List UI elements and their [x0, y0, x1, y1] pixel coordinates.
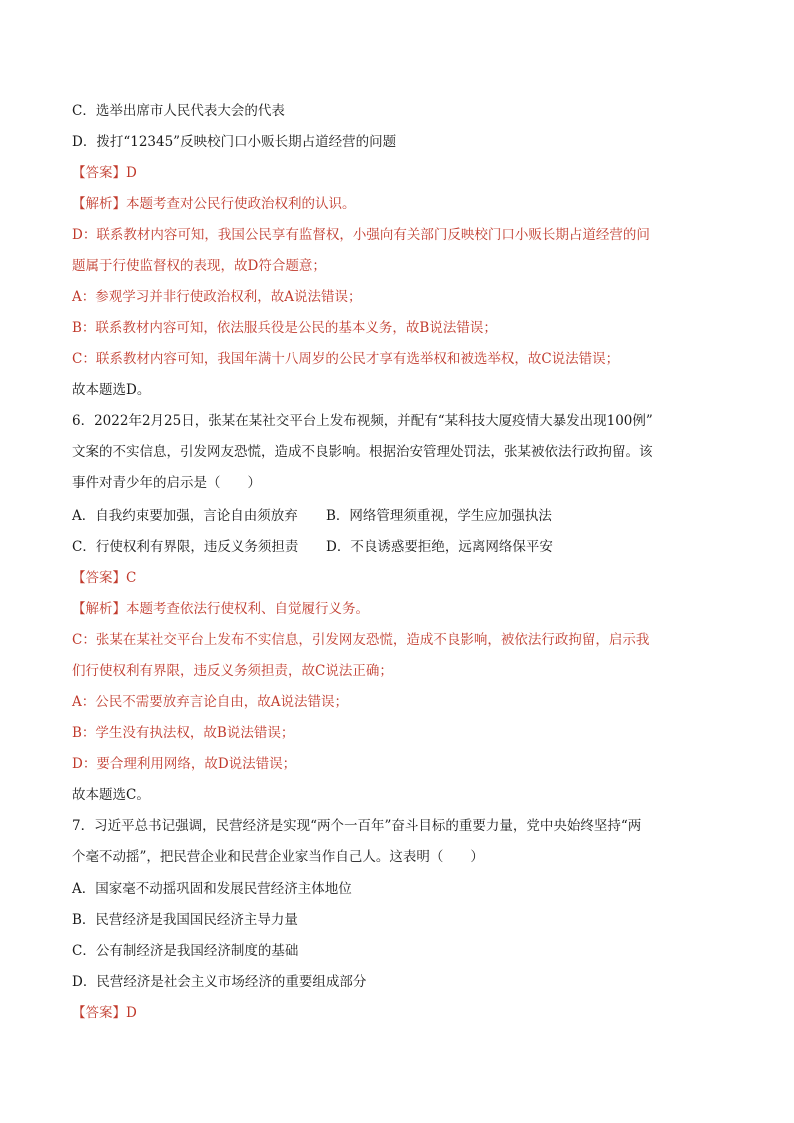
answer-label: 【答案】	[72, 570, 126, 586]
q7-option-d: D．民营经济是社会主义市场经济的重要组成部分	[72, 974, 367, 990]
answer-value: C	[126, 570, 137, 586]
q6-options-row2	[72, 538, 732, 556]
q6-stem-line1: 6．2022年2月25日，张某在某社交平台上发布视频，并配有“某科技大厦疫情大暴发出现100例”	[72, 413, 653, 429]
q6-analysis-intro	[72, 600, 732, 618]
q6-option-b: B．网络管理须重视，学生应加强执法	[326, 508, 552, 524]
q7-option-a: A．国家毫不动摇巩固和发展民营经济主体地位	[72, 881, 352, 897]
q6-analysis-c-line2: 们行使权利有界限，违反义务须担责，故C说法正确；	[72, 663, 393, 679]
analysis-label: 【解析】	[72, 601, 126, 617]
q5-analysis-c: C：联系教材内容可知，我国年满十八周岁的公民才享有选举权和被选举权，故C说法错误；	[72, 351, 620, 367]
q5-analysis-d-line1: D：联系教材内容可知，我国公民享有监督权，小强向有关部门反映校门口小贩长期占道经营的问	[72, 227, 650, 243]
q6-options-row1	[72, 507, 732, 525]
q5-analysis-d-line2: 题属于行使监督权的表现，故D符合题意；	[72, 258, 326, 274]
q6-analysis-a: A：公民不需要放弃言论自由，故A说法错误；	[72, 694, 348, 710]
q5-answer	[72, 164, 732, 182]
q6-option-d: D．不良诱惑要拒绝，远离网络保平安	[326, 539, 553, 555]
q6-conclusion: 故本题选C。	[72, 787, 150, 803]
q7-answer	[72, 1004, 732, 1022]
q5-option-c: C．选举出席市人民代表大会的代表	[72, 103, 285, 119]
q6-option-a: A．自我约束要加强，言论自由须放弃	[72, 508, 298, 524]
q6-analysis-b: B：学生没有执法权，故B说法错误；	[72, 725, 295, 741]
q5-analysis-b: B：联系教材内容可知，依法服兵役是公民的基本义务，故B说法错误；	[72, 320, 497, 336]
q5-conclusion: 故本题选D。	[72, 382, 151, 398]
q5-option-d: D．拨打“12345”反映校门口小贩长期占道经营的问题	[72, 134, 397, 150]
answer-value: D	[126, 1005, 137, 1021]
q6-analysis-d: D：要合理利用网络，故D说法错误；	[72, 756, 297, 772]
analysis-text: 本题考查依法行使权利、自觉履行义务。	[126, 601, 369, 617]
q6-stem-line3: 事件对青少年的启示是（ ）	[72, 475, 261, 491]
q7-stem-line2: 个毫不动摇”，把民营企业和民营企业家当作自己人。这表明（ ）	[72, 849, 484, 865]
answer-value: D	[126, 165, 137, 181]
q6-analysis-c-line1: C：张某在某社交平台上发布不实信息，引发网友恐慌，造成不良影响，被依法行政拘留，启示我	[72, 632, 650, 648]
q5-analysis-a: A：参观学习并非行使政治权利，故A说法错误；	[72, 289, 362, 305]
analysis-text: 本题考查对公民行使政治权利的认识。	[126, 196, 356, 212]
q6-stem-line2: 文案的不实信息，引发网友恐慌，造成不良影响。根据治安管理处罚法，张某被依法行政拘留。该	[72, 444, 653, 460]
q5-analysis-intro	[72, 195, 732, 213]
analysis-label: 【解析】	[72, 196, 126, 212]
answer-label: 【答案】	[72, 1005, 126, 1021]
q7-stem-line1: 7．习近平总书记强调，民营经济是实现“两个一百年”奋斗目标的重要力量，党中央始终坚持“两	[72, 818, 642, 834]
answer-label: 【答案】	[72, 165, 126, 181]
q6-answer	[72, 569, 732, 587]
q7-option-b: B．民营经济是我国国民经济主导力量	[72, 912, 298, 928]
q7-option-c: C．公有制经济是我国经济制度的基础	[72, 943, 299, 959]
q6-option-c: C．行使权利有界限，违反义务须担责	[72, 539, 299, 555]
